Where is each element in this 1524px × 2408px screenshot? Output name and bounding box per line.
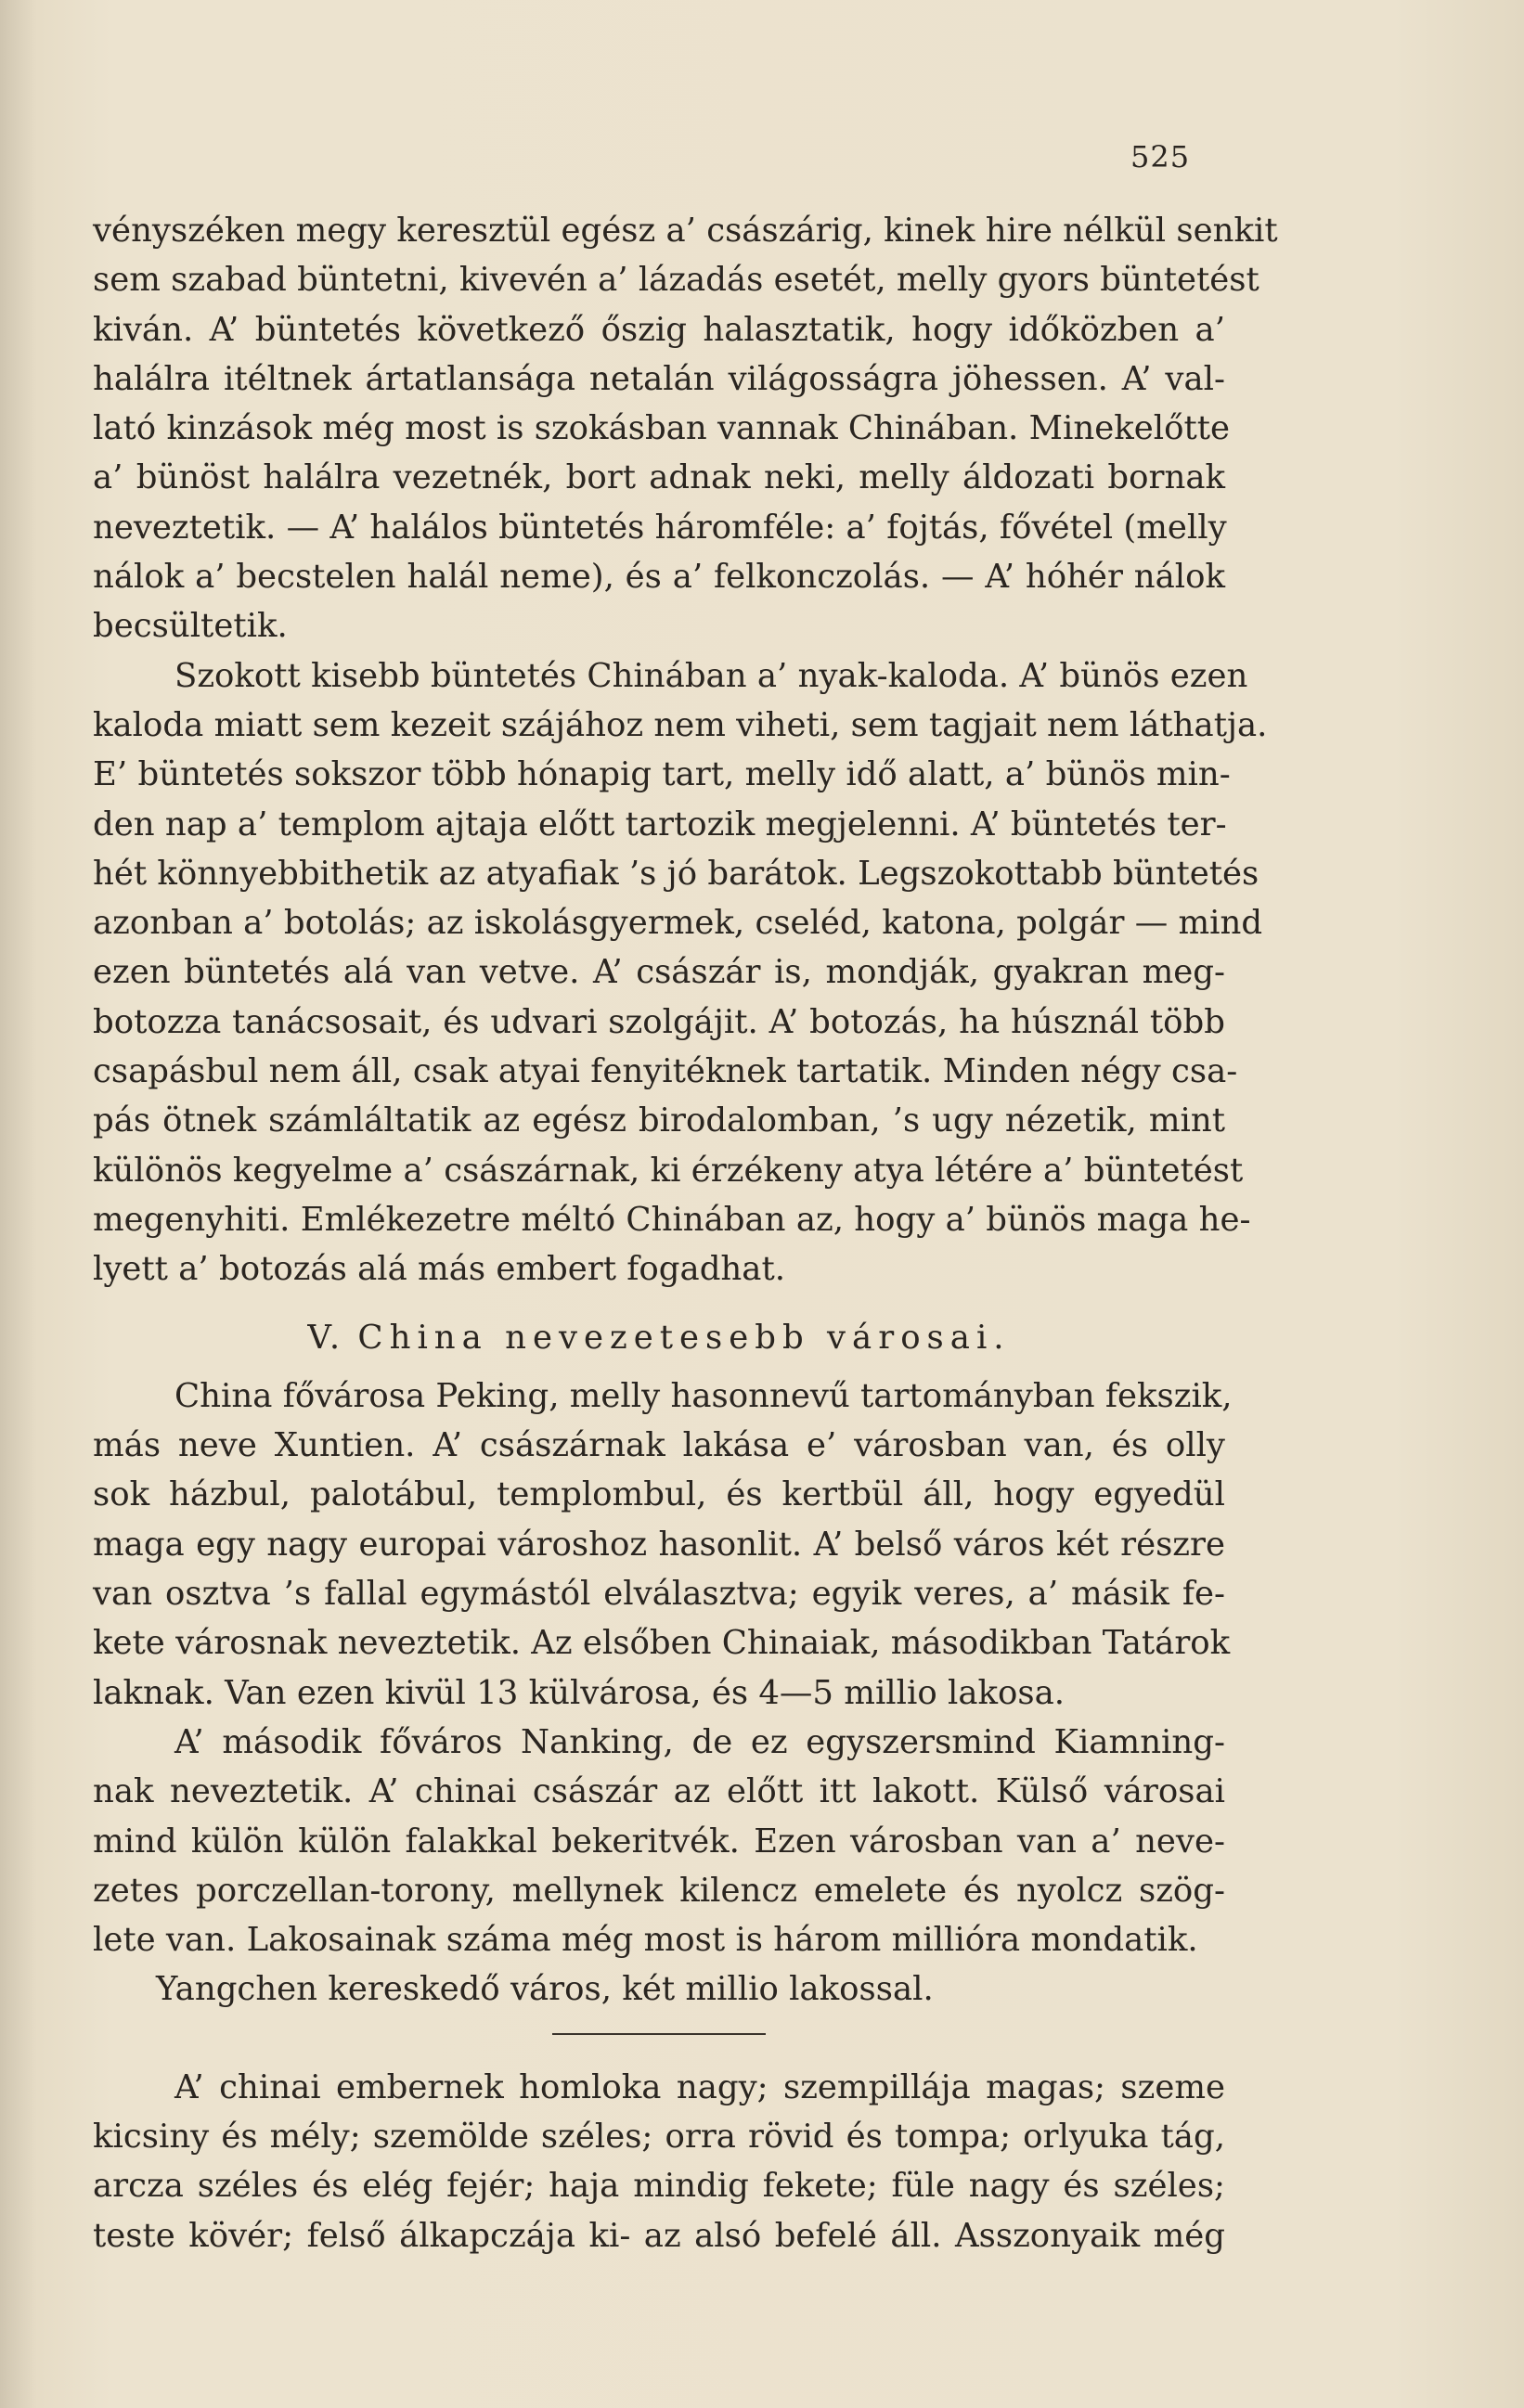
text-line: arcza széles és elég fejér; haja mindig fekete; füle nagy és széles;	[93, 2167, 1225, 2206]
text-line: lató kinzások még most is szokásban vannak Chinában. Minekelőtte	[93, 409, 1230, 448]
text-line: sem szabad büntetni, kivevén a’ lázadás esetét, melly gyors büntetést	[93, 261, 1259, 300]
text-block	[93, 206, 1278, 2260]
text-line: den nap a’ templom ajtaja előtt tartozik megjelenni. A’ büntetés ter-	[93, 805, 1227, 843]
text-line: különös kegyelme a’ császárnak, ki érzékeny atya létére a’ büntetést	[93, 1151, 1244, 1190]
text-line: kicsiny és mély; szemölde széles; orra rövid és tompa; orlyuka tág,	[93, 2117, 1225, 2156]
text-line: lete van. Lakosainak száma még most is három millióra mondatik.	[93, 1921, 1198, 1960]
text-line: kiván. A’ büntetés következő őszig halasztatik, hogy időközben a’	[93, 310, 1225, 349]
paragraph-4	[93, 1718, 1225, 1964]
paragraph-6	[93, 2063, 1225, 2260]
paragraph-5	[93, 1964, 1225, 2014]
text-line: botozza tanácsosait, és udvari szolgájit. A’ botozás, ha húsznál több	[93, 1002, 1225, 1041]
text-line: becsültetik.	[93, 607, 288, 646]
text-line: neveztetik. — A’ halálos büntetés háromféle: a’ fojtás, fővétel (melly	[93, 508, 1227, 547]
text-line: E’ büntetés sokszor több hónapig tart, melly idő alatt, a’ bünös min-	[93, 755, 1231, 794]
section-number: V.	[307, 1318, 344, 1357]
paragraph-1	[93, 206, 1278, 651]
text-line: A’ chinai embernek homloka nagy; szempillája magas; szeme	[174, 2067, 1225, 2106]
page-number: 525	[1130, 139, 1191, 174]
text-line: kete városnak neveztetik. Az elsőben Chinaiak, másodikban Tatárok	[93, 1624, 1231, 1663]
paragraph-2	[93, 651, 1268, 1294]
text-line: kaloda miatt sem kezeit szájához nem viheti, sem tagjait nem láthatja.	[93, 705, 1268, 744]
text-line: megenyhiti. Emlékezetre méltó Chinában az, hogy a’ bünös maga he-	[93, 1200, 1251, 1239]
text-line: más neve Xuntien. A’ császárnak lakása e’ városban van, és olly	[93, 1426, 1225, 1465]
text-line: nak neveztetik. A’ chinai császár az előtt itt lakott. Külső városai	[93, 1772, 1225, 1811]
text-line: hét könnyebbithetik az atyafiak ’s jó barátok. Legszokottabb büntetés	[93, 854, 1259, 893]
text-line: lyett a’ botozás alá más embert fogadhat.	[93, 1250, 786, 1289]
text-line: csapásbul nem áll, csak atyai fenyitéknek tartatik. Minden négy csa-	[93, 1052, 1238, 1091]
section-title: China nevezetesebb városai.	[357, 1318, 1011, 1357]
text-line: teste kövér; felső álkapczája ki- az alsó befelé áll. Asszonyaik még	[93, 2216, 1225, 2255]
text-line: nálok a’ becstelen halál neme), és a’ felkonczolás. — A’ hóhér nálok	[93, 558, 1225, 597]
section-heading	[93, 1313, 1225, 1362]
text-line: sok házbul, palotábul, templombul, és kertbül áll, hogy egyedül	[93, 1475, 1225, 1514]
text-line: van osztva ’s fallal egymástól elválasztva; egyik veres, a’ másik fe-	[93, 1575, 1225, 1614]
text-line: A’ második főváros Nanking, de ez egyszersmind Kiamning-	[174, 1722, 1225, 1761]
text-line: ezen büntetés alá van vetve. A’ császár is, mondják, gyakran meg-	[93, 953, 1225, 992]
text-line: vényszéken megy keresztül egész a’ császárig, kinek hire nélkül senkit	[93, 212, 1278, 250]
text-line: China fővárosa Peking, melly hasonnevű tartományban fekszik,	[174, 1376, 1233, 1415]
text-line: Szokott kisebb büntetés Chinában a’ nyak-kaloda. A’ bünös ezen	[174, 656, 1248, 695]
text-line: a’ bünöst halálra vezetnék, bort adnak neki, melly áldozati bornak	[93, 458, 1225, 497]
text-line: mind külön külön falakkal bekeritvék. Ezen városban van a’ neve-	[93, 1822, 1225, 1861]
text-line: laknak. Van ezen kivül 13 külvárosa, és 4—5 millio lakosa.	[93, 1673, 1066, 1712]
text-line: pás ötnek számláltatik az egész birodalomban, ’s ugy nézetik, mint	[93, 1101, 1225, 1140]
text-line: azonban a’ botolás; az iskolásgyermek, cseléd, katona, polgár — mind	[93, 904, 1263, 943]
text-line: halálra itéltnek ártatlansága netalán világosságra jöhessen. A’ val-	[93, 359, 1225, 398]
text-line: Yangchen kereskedő város, két millio lakossal.	[156, 1970, 934, 2009]
divider-rule	[552, 2033, 766, 2035]
paragraph-3	[93, 1371, 1233, 1718]
text-line: maga egy nagy europai városhoz hasonlit. A’ belső város két részre	[93, 1525, 1225, 1564]
text-line: zetes porczellan-torony, mellynek kilencz emelete és nyolcz szög-	[93, 1871, 1225, 1910]
